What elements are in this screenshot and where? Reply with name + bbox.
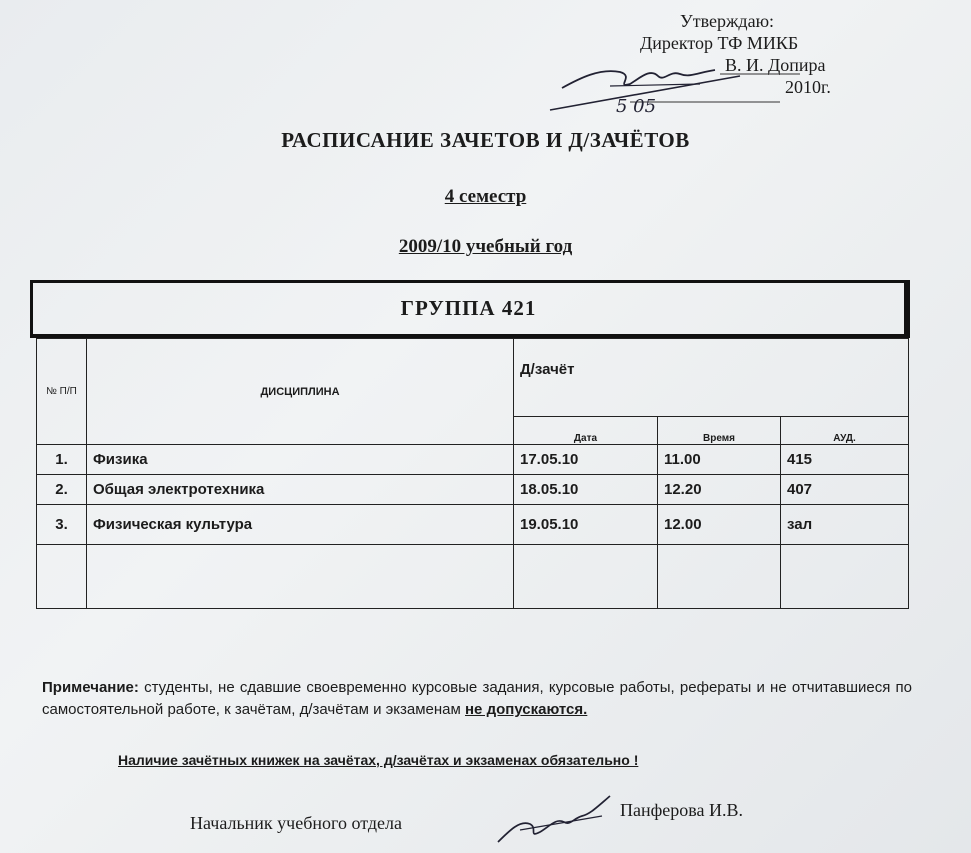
note-paragraph [42,677,912,721]
signatory-title: Начальник учебного отдела [190,813,402,833]
header-room: АУД. [781,417,909,445]
row-room: зал [781,505,909,545]
chief-signature [490,790,620,850]
note-text: студенты, не сдавшие своевременно курсовые задания, курсовые работы, рефераты и не отчитавшиеся по самостоятельной работе, к зачётам, д/зачётам и экзаменам [42,679,912,718]
header-date: Дата [514,417,658,445]
table-row-empty [37,545,909,609]
header-discipline: ДИСЦИПЛИНА [87,339,514,445]
row-time: 12.20 [658,475,781,505]
header-dzachet: Д/зачёт [514,339,909,417]
row-discipline: Физическая культура [87,505,514,545]
document-title: РАСПИСАНИЕ ЗАЧЕТОВ И Д/ЗАЧЁТОВ [281,128,690,152]
row-time: 12.00 [658,505,781,545]
approval-year: 2010г. [785,77,831,97]
table-row [37,475,909,505]
approval-heading: Утверждаю: [680,11,775,31]
row-room: 407 [781,475,909,505]
approval-director-name: В. И. Допира [725,55,826,75]
row-number: 2. [37,475,87,505]
note-emphasis: не допускаются. [465,701,588,718]
schedule-table [36,338,909,609]
row-date: 18.05.10 [514,475,658,505]
group-header: ГРУППА 421 [30,280,910,338]
director-signature [540,48,800,118]
approval-date-handwritten: 5 05 [616,96,657,117]
header-time: Время [658,417,781,445]
signatory-name: Панферова И.В. [620,800,744,820]
academic-year-text: 2009/10 учебный год [398,236,573,257]
row-time: 11.00 [658,445,781,475]
header-number: № П/П [37,339,87,445]
row-number: 1. [37,445,87,475]
row-discipline: Физика [87,445,514,475]
row-date: 19.05.10 [514,505,658,545]
academic-year-line [0,236,971,258]
note-label: Примечание: [42,679,139,696]
semester-text: 4 семестр [444,186,527,207]
approval-position: Директор ТФ МИКБ [640,33,799,53]
table-row [37,505,909,545]
row-date: 17.05.10 [514,445,658,475]
semester-line [0,186,971,208]
row-number: 3. [37,505,87,545]
row-discipline: Общая электротехника [87,475,514,505]
record-books-notice: Наличие зачётных книжек на зачётах, д/зачётах и экзаменах обязательно ! [118,752,639,768]
table-row [37,445,909,475]
row-room: 415 [781,445,909,475]
